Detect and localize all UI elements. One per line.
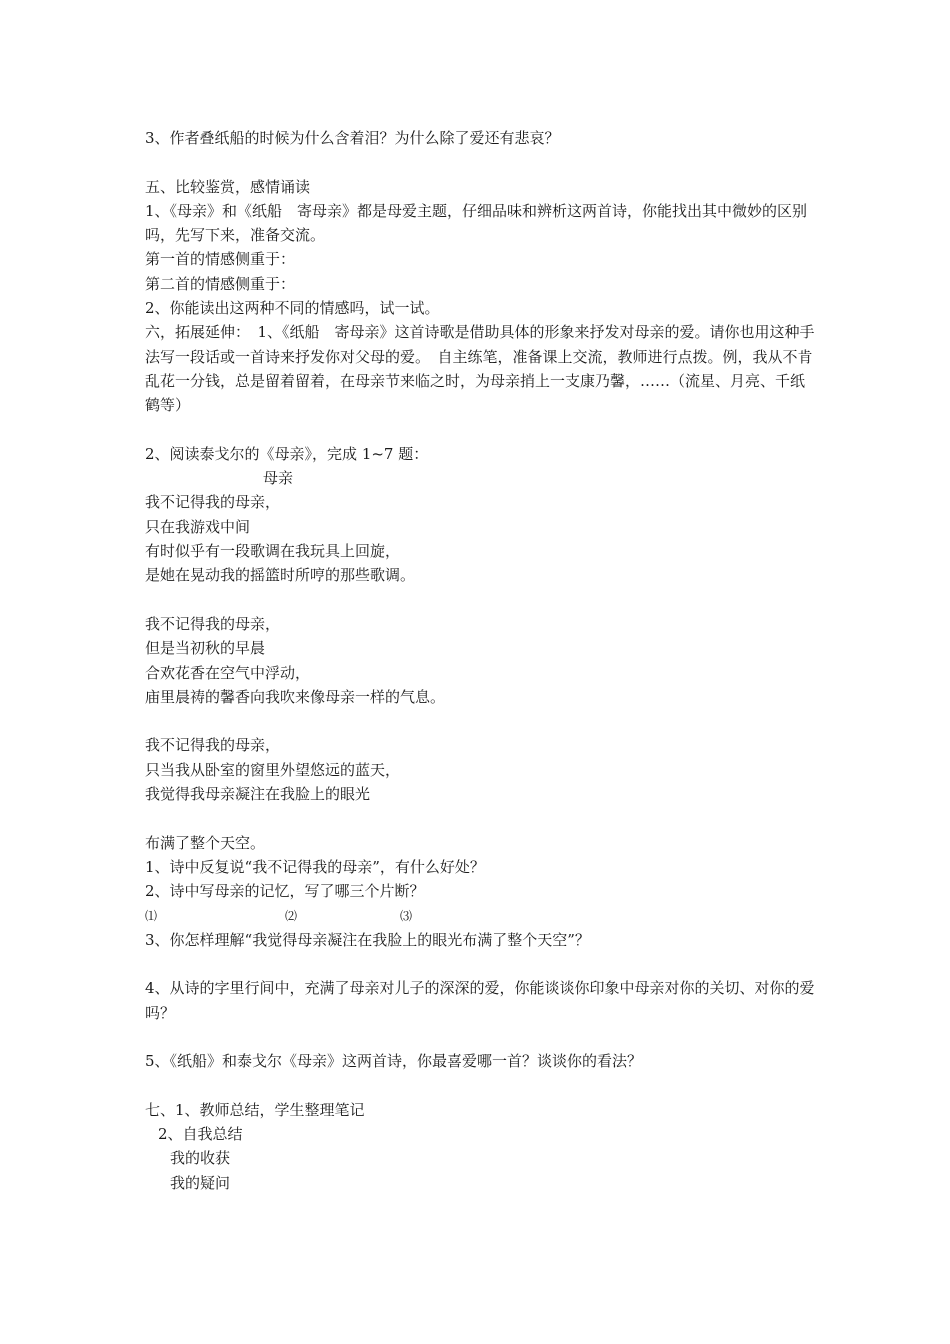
blank-line — [145, 588, 815, 612]
poem-line: 但是当初秋的早晨 — [145, 639, 266, 658]
answer-markers — [145, 904, 815, 928]
poem-line: 我觉得我母亲凝注在我脸上的眼光 — [145, 785, 371, 804]
blank-line — [145, 952, 815, 976]
self-summary: 2、自我总结 — [158, 1125, 243, 1144]
poem-line: 布满了整个天空。 — [145, 833, 266, 852]
poem-line: 只在我游戏中间 — [145, 517, 251, 536]
question-3-line: 3、作者叠纸船的时候为什么含着泪？为什么除了爱还有悲哀？ — [145, 129, 560, 147]
answer-marker: ⑵ — [285, 908, 298, 923]
reading-task-line: 2、阅读泰戈尔的《母亲》，完成 1~7 题： — [145, 444, 429, 463]
compare-paragraph: 1、《母亲》和《纸船 寄母亲》都是母爱主题，仔细品味和辨析这两首诗，你能找出其中微妙的区别吗，先写下来，准备交流。 — [145, 201, 808, 245]
question-2: 2、诗中写母亲的记忆，写了哪三个片断？ — [145, 882, 425, 901]
question-4: 4、从诗的字里行间中，充满了母亲对儿子的深深的爱，你能谈谈你印象中母亲对你的关切、对你的爱吗？ — [145, 979, 815, 1022]
poem-line: 我不记得我的母亲， — [145, 493, 281, 512]
poem-line: 合欢花香在空气中浮动， — [145, 663, 311, 682]
poem-title: 母亲 — [263, 469, 294, 488]
blank-line — [145, 418, 815, 442]
section-7-heading: 七、1、教师总结，学生整理笔记 — [145, 1100, 365, 1119]
question-1: 1、诗中反复说“我不记得我的母亲”，有什么好处？ — [145, 857, 485, 876]
poem-line: 我不记得我的母亲， — [145, 614, 281, 633]
second-poem-emotion: 第二首的情感侧重于： — [145, 274, 296, 293]
blank-line — [145, 1025, 815, 1049]
blank-line — [145, 150, 815, 174]
question-3: 3、你怎样理解“我觉得母亲凝注在我脸上的眼光布满了整个天空”？ — [145, 930, 590, 949]
poem-line: 是她在晃动我的摇篮时所哼的那些歌调。 — [145, 566, 416, 585]
section-5-heading: 五、比较鉴赏，感情诵读 — [145, 177, 311, 196]
my-questions: 我的疑问 — [170, 1173, 231, 1192]
blank-line — [145, 806, 815, 830]
read-aloud-prompt: 2、你能读出这两种不同的情感吗，试一试。 — [145, 299, 440, 318]
first-poem-emotion: 第一首的情感侧重于： — [145, 250, 296, 269]
blank-line — [145, 709, 815, 733]
section-6-paragraph: 六，拓展延伸： 1、《纸船 寄母亲》这首诗歌是借助具体的形象来抒发对母亲的爱。请你也用这种手法写一段话或一首诗来抒发你对父母的爱。 自主练笔，准备课上交流，教师进行点拨。例，我从不肯乱花一分钱，总是留着留着，在母亲节来临之时，为母亲捎上一支康乃馨，……（流星、月亮、千纸鹤等） — [145, 323, 815, 415]
answer-marker: ⑴ — [145, 908, 158, 923]
poem-line: 庙里晨祷的馨香向我吹来像母亲一样的气息。 — [145, 687, 446, 706]
poem-line: 只当我从卧室的窗里外望悠远的蓝天， — [145, 760, 401, 779]
poem-line: 有时似乎有一段歌调在我玩具上回旋， — [145, 542, 401, 561]
answer-marker: ⑶ — [400, 908, 413, 923]
document-body — [145, 126, 815, 1195]
blank-line — [145, 1074, 815, 1098]
poem-line: 我不记得我的母亲， — [145, 736, 281, 755]
my-gains: 我的收获 — [170, 1149, 231, 1168]
question-5: 5、《纸船》和泰戈尔《母亲》这两首诗，你最喜爱哪一首？谈谈你的看法？ — [145, 1052, 643, 1071]
